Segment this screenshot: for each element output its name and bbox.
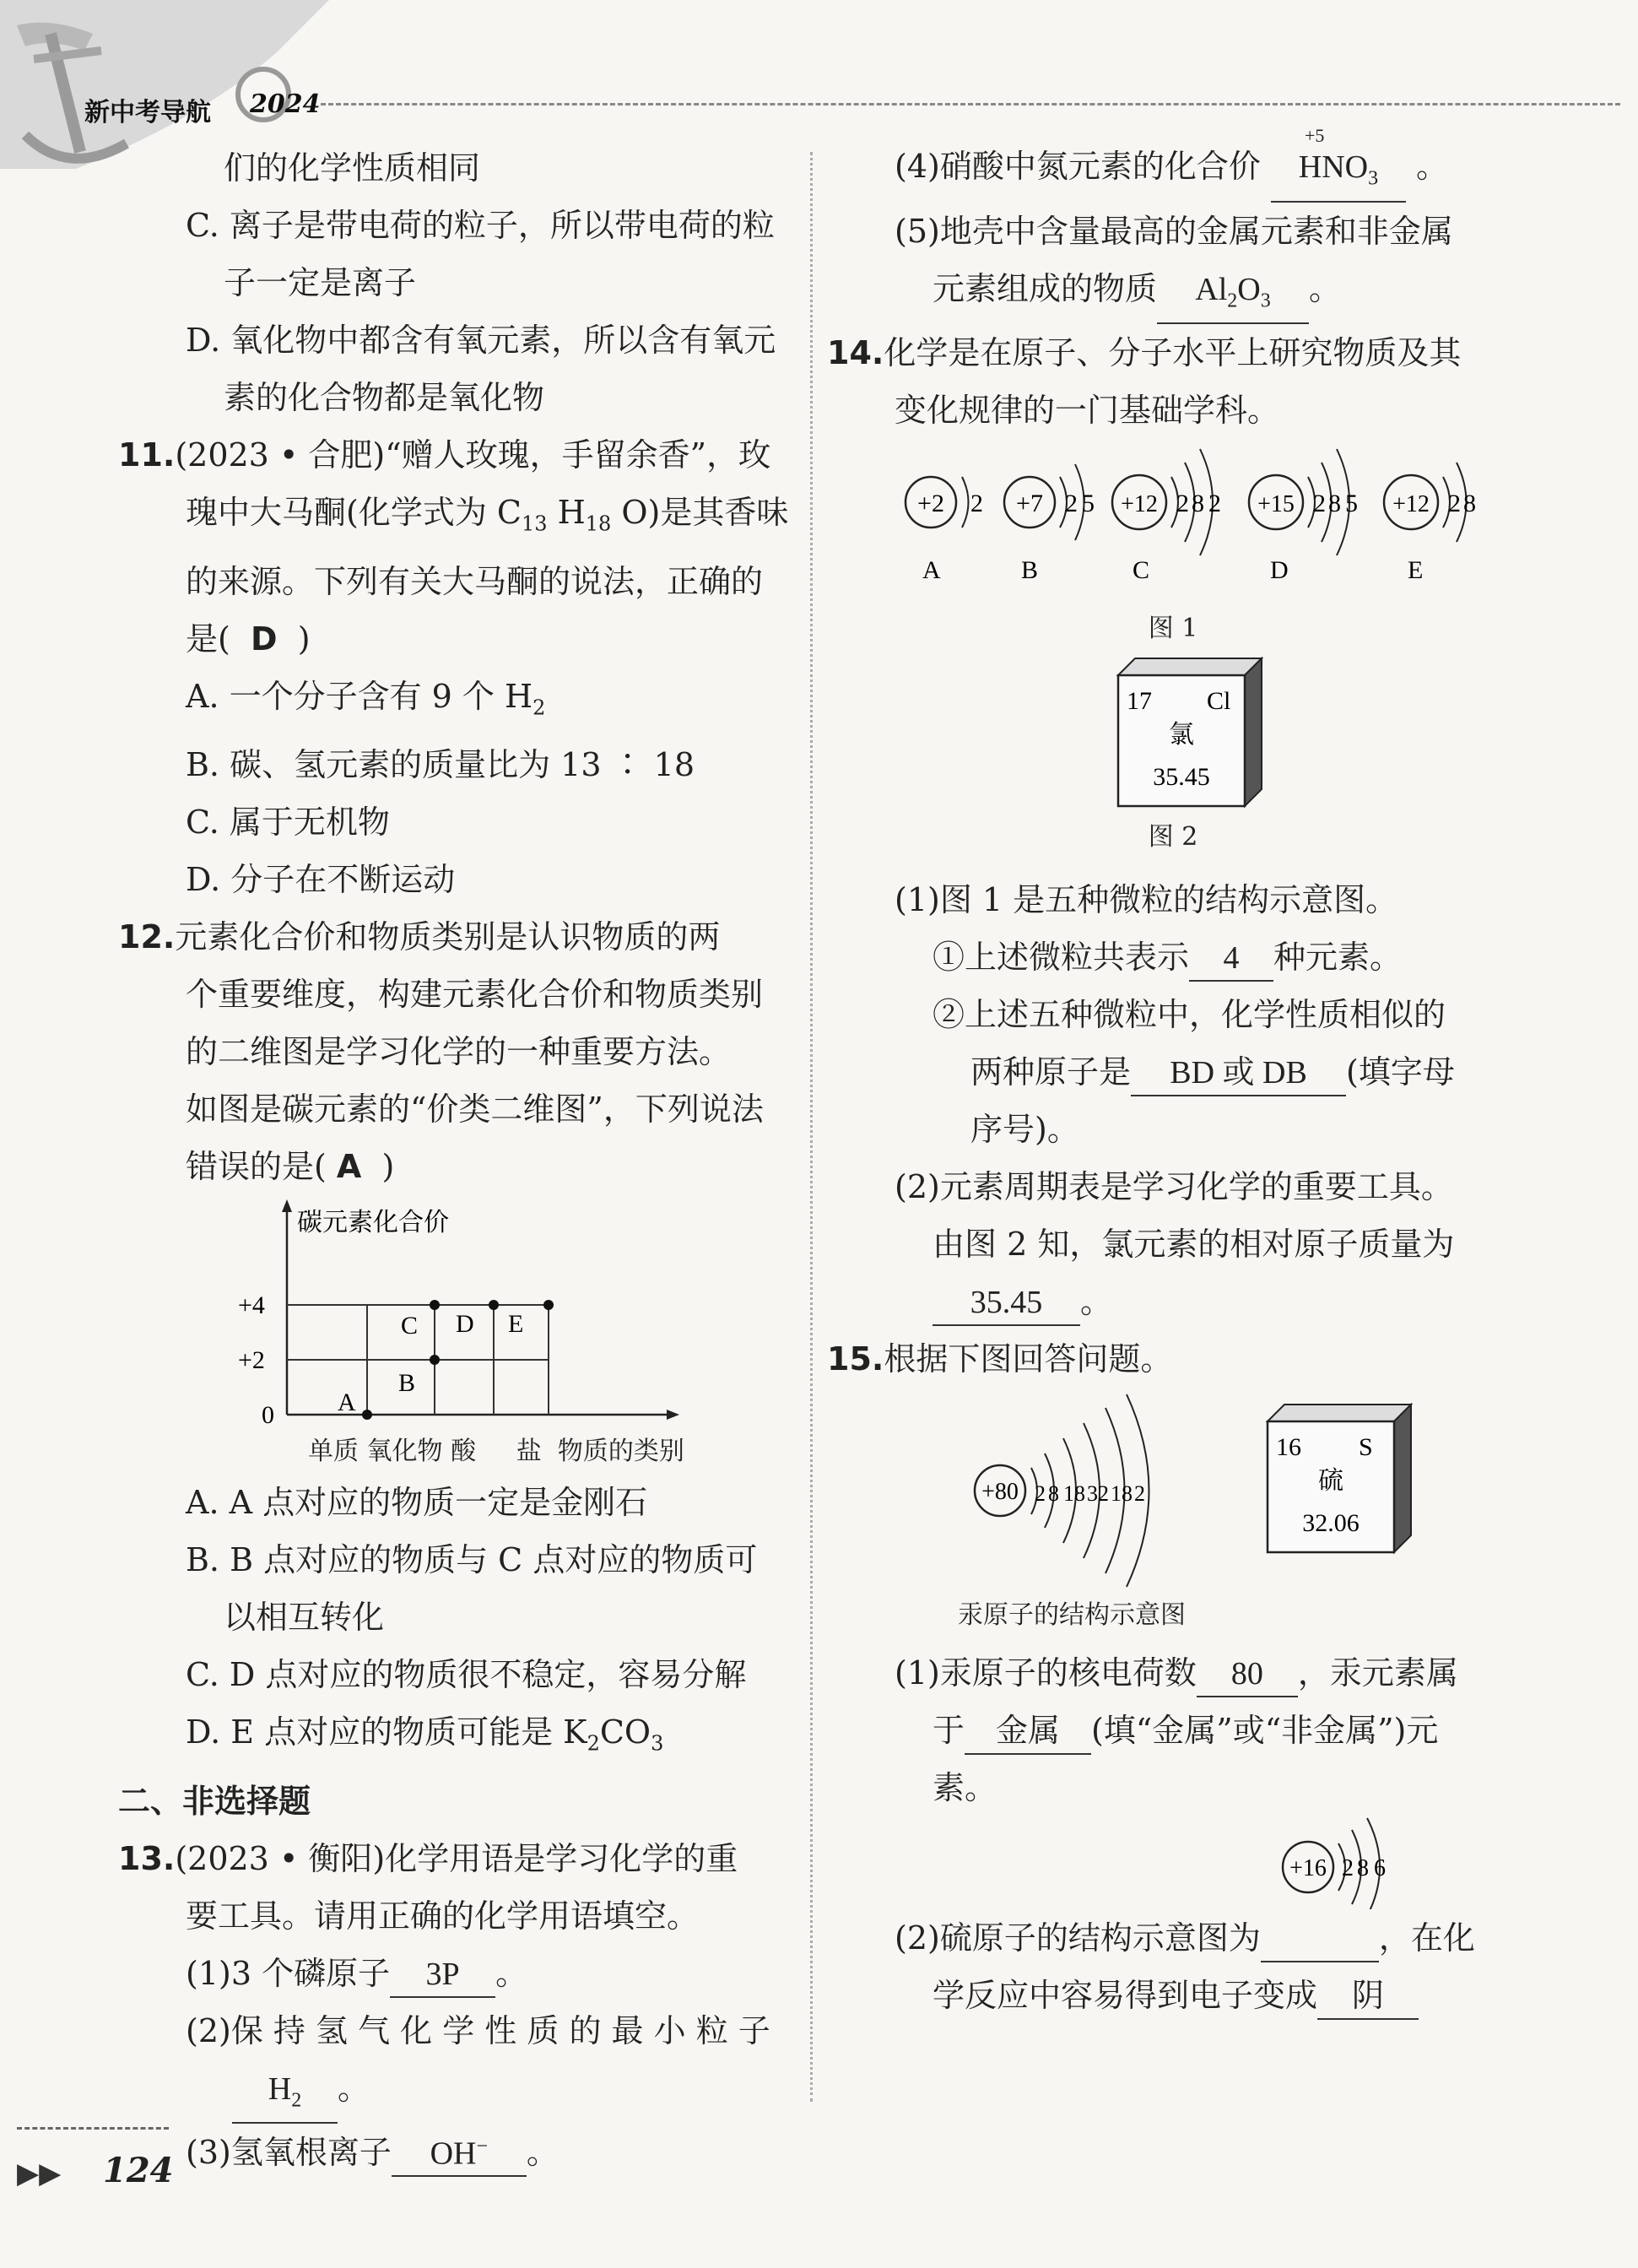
atom-c-label: C bbox=[1133, 556, 1150, 585]
q11-paren-close: ) bbox=[297, 620, 311, 658]
xcat-acid: 酸 bbox=[451, 1437, 477, 1467]
q14-stem-2: 变化规律的一门基础学科。 bbox=[895, 392, 1280, 430]
ytick-plus2: +2 bbox=[238, 1346, 265, 1375]
fig2-svg bbox=[835, 650, 1511, 810]
q15-part-2-line2-text: 学反应中容易得到电子变成 bbox=[933, 1977, 1318, 2015]
fig1 bbox=[835, 439, 1511, 608]
q13-part-2-answer-line bbox=[127, 2060, 793, 2125]
q15-text: 根据下图回答问题。 bbox=[884, 1340, 1173, 1378]
q13-number: 13. bbox=[118, 1839, 176, 1877]
s-mass: 32.06 bbox=[1302, 1509, 1360, 1538]
q15-number: 15. bbox=[827, 1340, 884, 1378]
atom-d-shell3: 5 bbox=[1345, 490, 1358, 518]
q13-part-3-end: 。 bbox=[526, 2134, 559, 2172]
q15-part-1-end: 素。 bbox=[933, 1769, 997, 1807]
atom-d-shell1: 2 bbox=[1313, 490, 1326, 518]
valence-chart-svg bbox=[211, 1195, 852, 1440]
q14-part-1-1-end: 种元素。 bbox=[1273, 939, 1403, 977]
q11-formula-b: H bbox=[547, 494, 586, 531]
q11-stem-3: 的来源。下列有关大马酮的说法，正确的 bbox=[186, 562, 764, 600]
q11-formula-a: 瑰中大马酮(化学式为 C bbox=[186, 494, 522, 531]
q13-part-2: (2)保 持 氢 气 化 学 性 质 的 最 小 粒 子 bbox=[186, 2011, 770, 2049]
q13-part-5-end: 。 bbox=[1309, 269, 1342, 307]
q15-part-2-cont: ，在化 bbox=[1378, 1919, 1475, 1957]
q15-figure bbox=[835, 1388, 1511, 1599]
q15-part-2-line2 bbox=[835, 1967, 1511, 2024]
chart-ylabel: 碳元素化合价 bbox=[297, 1209, 449, 1237]
q12-option-d-text: D. E 点对应的物质可能是 K bbox=[186, 1713, 587, 1751]
atom-e-shell1: 2 bbox=[1448, 490, 1461, 518]
q10-option-c: C. 离子是带电荷的粒子，所以带电荷的粒 bbox=[186, 207, 775, 244]
chart-x-axis-labels bbox=[127, 1435, 793, 1469]
atom-c-shell1: 2 bbox=[1176, 490, 1189, 518]
q13-part-4 bbox=[835, 125, 1511, 203]
q14-part-1: (1)图 1 是五种微粒的结构示意图。 bbox=[895, 881, 1398, 919]
q11-formula-c: O)是其香味 bbox=[611, 494, 789, 531]
q13-part-1 bbox=[127, 1945, 793, 2002]
q13-stem-1 bbox=[118, 1830, 793, 1887]
mercury-atom bbox=[975, 1394, 1149, 1587]
q15-part-1-cont: ，汞元素属 bbox=[1297, 1654, 1458, 1692]
atom-a-shell1: 2 bbox=[970, 490, 983, 518]
atom-e bbox=[1384, 463, 1476, 584]
atom-d bbox=[1249, 449, 1358, 584]
q11-option-c: C. 属于无机物 bbox=[186, 804, 390, 842]
atom-c-nucleus: +12 bbox=[1121, 491, 1158, 518]
q13-answer-5-o: O bbox=[1237, 271, 1261, 307]
q11-option-d: D. 分子在不断运动 bbox=[186, 861, 456, 899]
q13-part-1-text: (1)3 个磷原子 bbox=[186, 1954, 391, 1992]
q15-part-1 bbox=[835, 1644, 1511, 1702]
fig1-svg bbox=[835, 439, 1511, 608]
q13-part-5: (5)地壳中含量最高的金属元素和非金属 bbox=[895, 212, 1453, 250]
q14-part-2-cont: 由图 2 知，氯元素的相对原子质量为 bbox=[933, 1226, 1455, 1264]
q12-paren-close: ) bbox=[381, 1148, 395, 1186]
point-d bbox=[489, 1300, 499, 1310]
q12-option-b: B. B 点对应的物质与 C 点对应的物质可 bbox=[186, 1541, 758, 1579]
atom-b bbox=[1004, 464, 1095, 584]
right-column bbox=[827, 125, 1511, 2024]
q10-option-d-cont: 素的化合物都是氧化物 bbox=[224, 379, 545, 416]
point-e bbox=[543, 1300, 554, 1310]
atom-d-nucleus: +15 bbox=[1257, 491, 1295, 518]
q15-part-1-yu: 于 bbox=[933, 1712, 965, 1750]
q13-answer-1: 3P bbox=[390, 1952, 495, 1998]
q13-part-1-end: 。 bbox=[495, 1954, 528, 1992]
q11-stem-1 bbox=[118, 426, 793, 484]
s-atom-shell3: 6 bbox=[1374, 1855, 1386, 1882]
atom-d-label: D bbox=[1270, 556, 1289, 585]
fig2-caption: 图 2 bbox=[1148, 822, 1198, 853]
atom-e-label: E bbox=[1408, 556, 1424, 585]
q13-answer-5 bbox=[1157, 268, 1309, 325]
atom-b-label: B bbox=[1021, 556, 1039, 585]
q15-part-1-text: (1)汞原子的核电荷数 bbox=[895, 1654, 1197, 1692]
q12-stem-5 bbox=[127, 1138, 793, 1195]
q13-part-4-end: 。 bbox=[1416, 148, 1449, 185]
column-divider bbox=[810, 152, 813, 2102]
q14-part-2-answer-line bbox=[835, 1273, 1511, 1330]
q12-stem-3: 的二维图是学习化学的一种重要方法。 bbox=[186, 1033, 732, 1071]
atom-c-shell3: 2 bbox=[1208, 490, 1221, 518]
q12-option-d-sub2: 3 bbox=[651, 1731, 664, 1756]
q13-answer-3-oh: OH bbox=[430, 2135, 477, 2172]
q12-option-d bbox=[127, 1703, 793, 1773]
q11-paren-open: 是( bbox=[186, 620, 230, 658]
atom-b-shell1: 2 bbox=[1065, 490, 1078, 518]
footer-arrows-icon: ▶▶ bbox=[17, 2157, 62, 2190]
q15-part-2 bbox=[835, 1909, 1511, 1967]
q13-part-3 bbox=[127, 2124, 793, 2181]
q14-text-1: 化学是在原子、分子水平上研究物质及其 bbox=[884, 334, 1462, 372]
chart-xlabel: 物质的类别 bbox=[557, 1437, 684, 1467]
q15-answer-2-blank bbox=[1261, 1917, 1379, 1962]
q11-option-a-sub: 2 bbox=[532, 696, 546, 720]
point-b bbox=[430, 1355, 440, 1365]
q14-part-1-2-text: 两种原子是 bbox=[970, 1053, 1132, 1091]
q13-answer-4-sub: 3 bbox=[1368, 167, 1379, 190]
q12-paren-open: 错误的是( bbox=[186, 1148, 327, 1186]
q14-part-1-2: ②上述五种微粒中，化学性质相似的 bbox=[933, 996, 1446, 1034]
q13-answer-4-hno: HNO bbox=[1298, 149, 1369, 185]
q11-stem-4 bbox=[127, 610, 793, 668]
atom-d-shell2: 8 bbox=[1328, 490, 1341, 518]
hg-shell6: 2 bbox=[1134, 1481, 1145, 1507]
q10-option-c-cont: 子一定是离子 bbox=[224, 264, 417, 301]
q13-answer-3-sup: − bbox=[476, 2135, 489, 2157]
point-c bbox=[430, 1300, 440, 1310]
page-number: 124 bbox=[103, 2151, 174, 2190]
ytick-plus4: +4 bbox=[238, 1291, 265, 1320]
s-atom-shell2: 8 bbox=[1357, 1855, 1369, 1882]
q15-answer-1: 80 bbox=[1197, 1652, 1298, 1697]
q11-answer: D bbox=[251, 620, 278, 658]
hg-caption: 汞原子的结构示意图 bbox=[958, 1601, 1186, 1630]
brand-year: 2024 bbox=[250, 89, 321, 119]
header-dashed-rule bbox=[321, 103, 1620, 106]
q12-stem-2: 个重要维度，构建元素化合价和物质类别 bbox=[186, 976, 764, 1014]
hg-shell1: 2 bbox=[1035, 1481, 1046, 1507]
sulfur-atom-fig bbox=[835, 1816, 1511, 1909]
q14-part-1-2-end: 序号)。 bbox=[970, 1111, 1079, 1149]
q15-figure-svg bbox=[835, 1388, 1511, 1599]
s-atom-nucleus: +16 bbox=[1289, 1855, 1327, 1882]
q10-line: 们的化学性质相同 bbox=[224, 149, 481, 187]
atom-e-nucleus: +12 bbox=[1392, 491, 1430, 518]
cl-symbol: Cl bbox=[1207, 687, 1231, 716]
label-a: A bbox=[338, 1388, 356, 1417]
q13-part-4-text: (4)硝酸中氮元素的化合价 bbox=[895, 148, 1261, 185]
q14-part-2: (2)元素周期表是学习化学的重要工具。 bbox=[895, 1168, 1453, 1206]
cl-name: 氯 bbox=[1169, 721, 1194, 750]
atom-c-shell2: 8 bbox=[1192, 490, 1204, 518]
sulfur-atom-svg bbox=[835, 1816, 1511, 1909]
q14-answer-1-1: 4 bbox=[1189, 936, 1273, 982]
hg-shell3: 18 bbox=[1063, 1481, 1085, 1507]
q11-sub-13: 13 bbox=[521, 512, 548, 536]
atom-b-nucleus: +7 bbox=[1016, 490, 1043, 518]
q15-answer-1b: 金属 bbox=[965, 1709, 1091, 1755]
q12-option-d-co: CO bbox=[599, 1713, 651, 1751]
sulfur-cell bbox=[1268, 1405, 1411, 1552]
q11-text-1: (2023 • 合肥)“赠人玫瑰，手留余香”，玫 bbox=[175, 436, 771, 474]
label-c: C bbox=[401, 1312, 419, 1340]
q11-sub-18: 18 bbox=[585, 512, 612, 536]
section-heading: 二、非选择题 bbox=[118, 1782, 311, 1820]
q12-text-1: 元素化合价和物质类别是认识物质的两 bbox=[175, 918, 721, 956]
q13-part-5-text: 元素组成的物质 bbox=[933, 269, 1158, 307]
q13-part-2-end: 。 bbox=[338, 2069, 370, 2107]
q14-part-2-end: 。 bbox=[1080, 1283, 1113, 1321]
q14-part-1-2-cont bbox=[835, 1043, 1511, 1101]
q12-option-c: C. D 点对应的物质很不稳定，容易分解 bbox=[186, 1656, 747, 1694]
q12-stem-4: 如图是碳元素的“价类二维图”，下列说法 bbox=[186, 1091, 764, 1129]
cl-mass: 35.45 bbox=[1153, 763, 1210, 792]
q13-answer-2-h: H bbox=[268, 2070, 292, 2107]
label-d: D bbox=[456, 1310, 474, 1339]
atom-a-label: A bbox=[922, 556, 941, 585]
q12-option-b-cont: 以相互转化 bbox=[224, 1599, 385, 1637]
s-name: 硫 bbox=[1318, 1467, 1343, 1496]
xcat-salt: 盐 bbox=[516, 1437, 542, 1467]
atom-e-shell2: 8 bbox=[1463, 490, 1476, 518]
atom-c bbox=[1112, 449, 1221, 584]
hg-shell5: 18 bbox=[1111, 1481, 1133, 1507]
q12-option-a: A. A 点对应的物质一定是金刚石 bbox=[186, 1484, 648, 1522]
q13-answer-2-sub: 2 bbox=[291, 2089, 302, 2112]
q14-part-1-1-text: ①上述微粒共表示 bbox=[933, 939, 1190, 977]
footer-dashed-rule bbox=[17, 2127, 169, 2130]
q13-answer-2 bbox=[232, 2067, 338, 2125]
q13-answer-3 bbox=[392, 2125, 527, 2178]
point-a bbox=[362, 1410, 372, 1420]
atom-a-nucleus: +2 bbox=[917, 490, 944, 518]
q13-text-1: (2023 • 衡阳)化学用语是学习化学的重 bbox=[175, 1839, 738, 1877]
s-symbol: S bbox=[1359, 1433, 1373, 1462]
ytick-zero: 0 bbox=[262, 1401, 274, 1430]
q14-part-1-2-hint: (填字母 bbox=[1346, 1053, 1455, 1091]
label-b: B bbox=[398, 1369, 416, 1398]
hg-nucleus: +80 bbox=[981, 1479, 1019, 1506]
q11-number: 11. bbox=[118, 436, 176, 474]
q14-answer-1-2: BD 或 DB bbox=[1131, 1051, 1346, 1096]
q13-answer-5-sub1: 2 bbox=[1227, 290, 1238, 312]
q14-part-1-1 bbox=[835, 928, 1511, 986]
q11-option-b: B. 碳、氢元素的质量比为 13 ∶ 18 bbox=[186, 746, 695, 784]
left-column bbox=[118, 139, 793, 2181]
hg-shell4: 32 bbox=[1087, 1481, 1109, 1507]
q15-part-2-text: (2)硫原子的结构示意图为 bbox=[895, 1919, 1261, 1957]
q11-option-a-text: A. 一个分子含有 9 个 H bbox=[186, 677, 533, 715]
q10-option-d: D. 氧化物中都含有氧元素，所以含有氧元 bbox=[186, 322, 776, 359]
q13-answer-5-sub2: 3 bbox=[1260, 290, 1271, 312]
cl-number: 17 bbox=[1127, 687, 1152, 716]
q13-part-5-cont bbox=[835, 260, 1511, 325]
atom-b-shell2: 5 bbox=[1082, 490, 1095, 518]
q13-stem-2: 要工具。请用正确的化学用语填空。 bbox=[186, 1897, 700, 1935]
q12-option-d-sub1: 2 bbox=[587, 1731, 600, 1756]
q15-answer-2: 阴 bbox=[1317, 1974, 1419, 2020]
q12-stem-1 bbox=[118, 908, 793, 966]
q15-part-1-line2 bbox=[835, 1702, 1511, 1759]
xcat-oxide: 氧化物 bbox=[366, 1437, 443, 1467]
q15-part-1-hint: (填“金属”或“非金属”)元 bbox=[1091, 1712, 1439, 1750]
q11-stem-2 bbox=[127, 484, 793, 553]
q14-answer-2: 35.45 bbox=[933, 1280, 1080, 1326]
q13-answer-4-valence: +5 bbox=[1304, 125, 1325, 146]
q13-answer-5-al: Al bbox=[1195, 271, 1228, 307]
fig1-caption: 图 1 bbox=[1148, 614, 1198, 644]
brand-title: 新中考导航 bbox=[84, 98, 211, 127]
valence-chart bbox=[127, 1195, 793, 1440]
s-atom-shell1: 2 bbox=[1342, 1855, 1354, 1882]
label-e: E bbox=[508, 1310, 524, 1339]
xcat-element: 单质 bbox=[308, 1437, 359, 1467]
q12-number: 12. bbox=[118, 918, 176, 956]
q11-option-a bbox=[127, 668, 793, 737]
q12-answer: A bbox=[336, 1148, 362, 1186]
q14-stem-1 bbox=[827, 324, 1511, 382]
q15-stem bbox=[827, 1330, 1511, 1388]
q14-number: 14. bbox=[827, 334, 884, 372]
s-number: 16 bbox=[1276, 1433, 1301, 1462]
fig2 bbox=[835, 650, 1511, 810]
atom-a bbox=[905, 477, 983, 584]
q13-answer-4 bbox=[1271, 125, 1406, 203]
q13-part-3-text: (3)氢氧根离子 bbox=[186, 2134, 392, 2172]
hg-shell2: 8 bbox=[1048, 1481, 1059, 1507]
